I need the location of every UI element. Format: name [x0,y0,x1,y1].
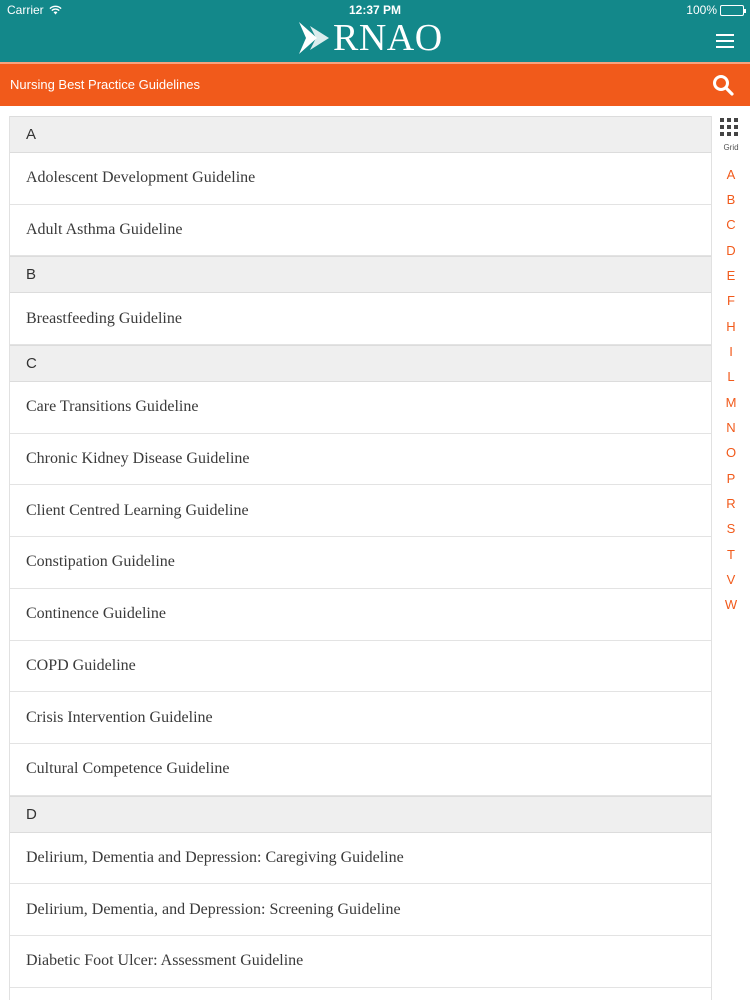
rnao-logo [297,18,443,58]
index-letter-f[interactable]: F [727,293,735,308]
index-letter-b[interactable]: B [726,192,736,207]
section-header-d: D [10,796,711,833]
list-item[interactable]: Breastfeeding Guideline [10,293,711,345]
list-item[interactable]: Care Transitions Guideline [10,382,711,434]
list-item[interactable]: Diabetic Foot Ulcer: Assessment Guideline [10,936,711,988]
grid-icon [720,118,742,140]
guideline-list[interactable] [9,116,712,1000]
page-title: Nursing Best Practice Guidelines [10,77,201,92]
list-item[interactable] [10,988,711,1000]
index-letter-v[interactable]: V [726,572,736,587]
app-header [0,0,750,62]
index-letter-o[interactable]: O [725,445,737,460]
grid-view-button[interactable] [712,116,750,156]
section-header-b: B [10,256,711,293]
index-letter-a[interactable]: A [726,167,736,182]
list-item[interactable]: Continence Guideline [10,589,711,641]
clock: 12:37 PM [348,3,402,17]
list-item[interactable]: COPD Guideline [10,641,711,693]
index-letter-h[interactable]: H [726,319,736,334]
index-letter-d[interactable]: D [726,243,736,258]
index-letter-w[interactable]: W [724,597,738,612]
guidelines-bar [0,62,750,106]
index-letter-s[interactable]: S [726,521,736,536]
index-letter-p[interactable]: P [726,471,736,486]
index-letter-i[interactable]: I [729,344,733,359]
list-item[interactable]: Adolescent Development Guideline [10,153,711,205]
battery-indicator [686,3,744,17]
alphabet-index [712,116,750,1000]
index-letter-e[interactable]: E [726,268,736,283]
section-header-a: A [10,116,711,153]
carrier-label: Carrier [7,3,44,17]
logo-text: RNAO [333,17,443,59]
index-letter-c[interactable]: C [726,217,736,232]
list-item[interactable]: Cultural Competence Guideline [10,744,711,796]
hamburger-menu-icon[interactable] [716,34,734,48]
battery-icon [720,5,744,16]
index-letter-r[interactable]: R [726,496,736,511]
index-letter-n[interactable]: N [726,420,736,435]
battery-percent: 100% [686,3,717,17]
grid-label: Grid [723,143,739,152]
list-item[interactable]: Delirium, Dementia, and Depression: Screening Guideline [10,884,711,936]
list-item[interactable]: Constipation Guideline [10,537,711,589]
list-item[interactable]: Chronic Kidney Disease Guideline [10,434,711,486]
logo-arrow-icon [297,20,331,56]
search-icon[interactable] [712,74,734,96]
index-letter-l[interactable]: L [727,369,735,384]
list-item[interactable]: Crisis Intervention Guideline [10,692,711,744]
list-item[interactable]: Delirium, Dementia and Depression: Caregiving Guideline [10,833,711,885]
index-letter-t[interactable]: T [727,547,735,562]
list-item[interactable]: Client Centred Learning Guideline [10,485,711,537]
list-item[interactable]: Adult Asthma Guideline [10,205,711,257]
index-letter-m[interactable]: M [725,395,737,410]
section-header-c: C [10,345,711,382]
